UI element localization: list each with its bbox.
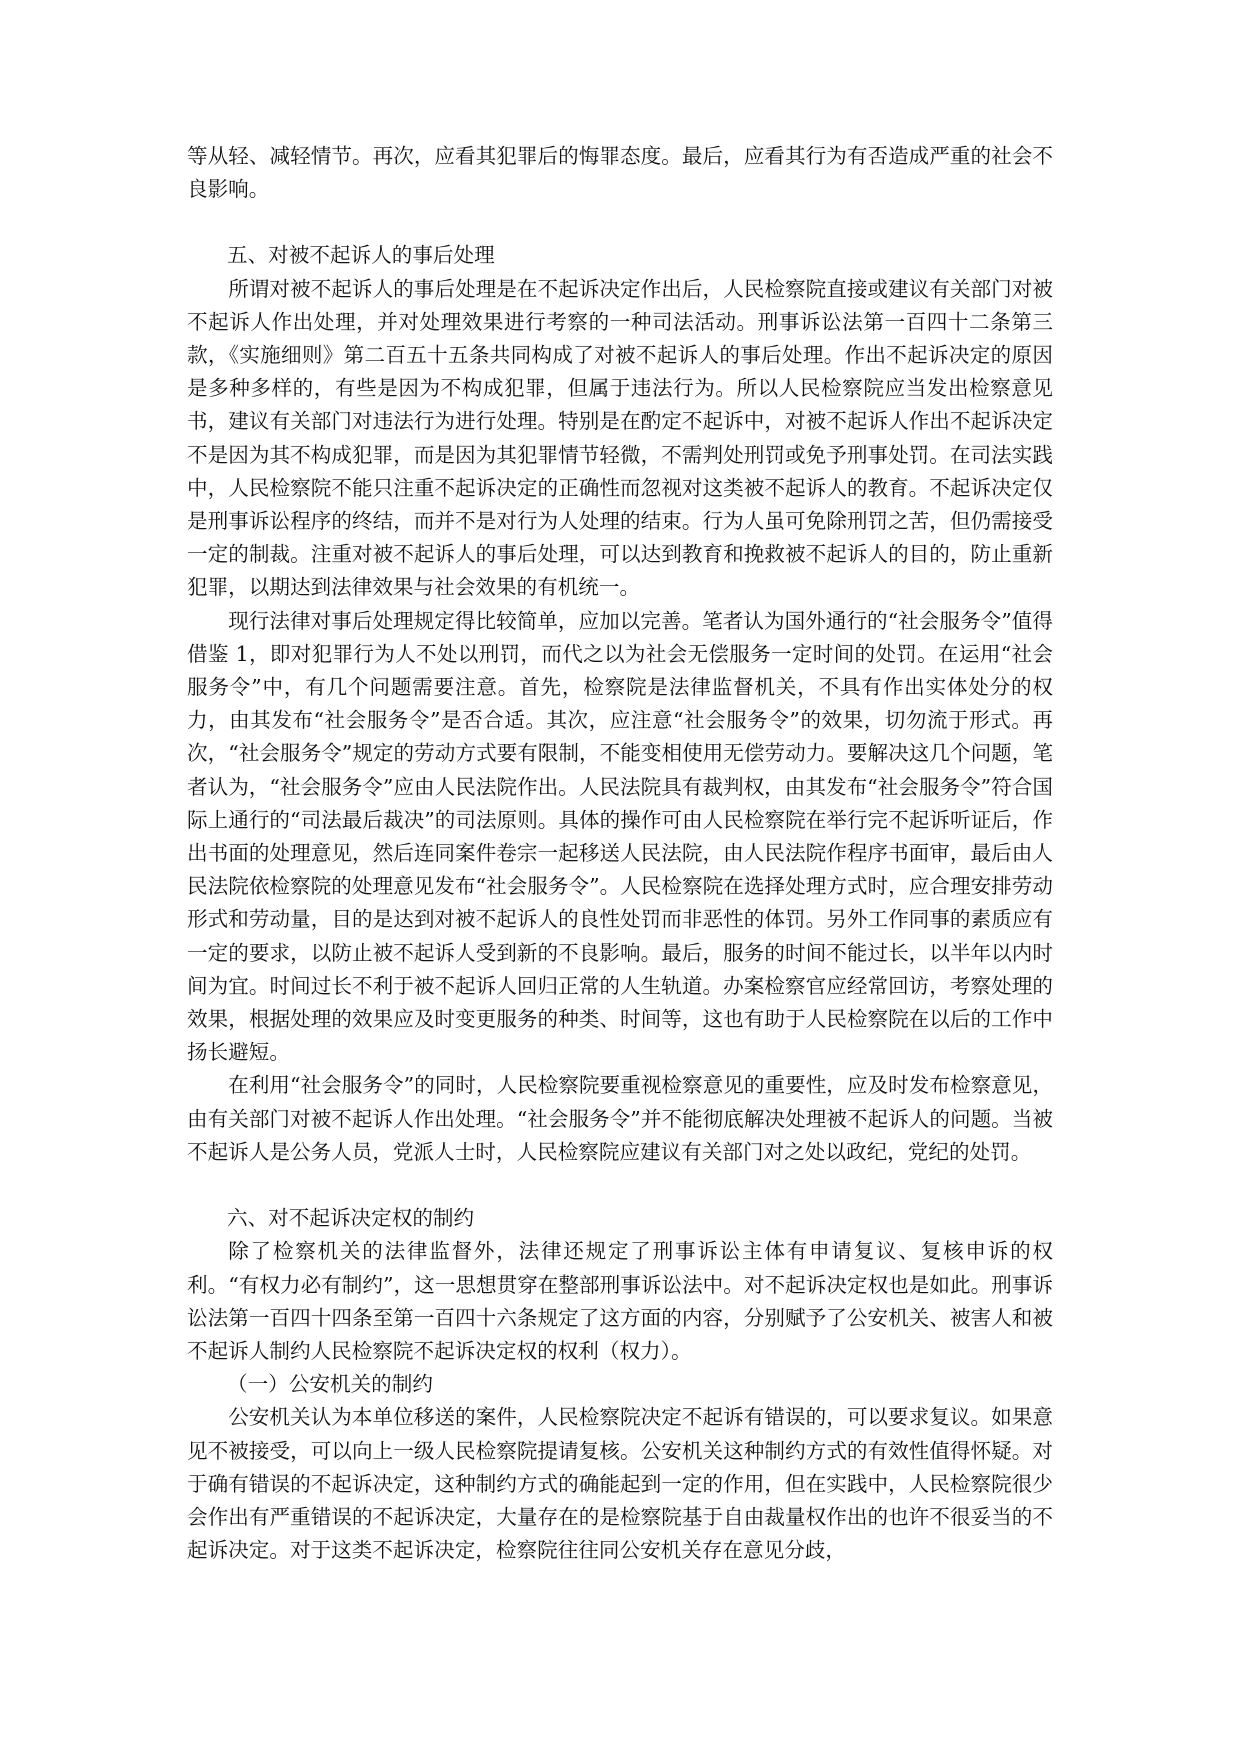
section5-paragraph-2: 现行法律对事后处理规定得比较简单，应加以完善。笔者认为国外通行的“社会服务令”值得借鉴 1，即对犯罪行为人不处以刑罚，而代之以为社会无偿服务一定时间的处罚。在运用“社会服务令”中，有几个问题需要注意。首先，检察院是法律监督机关，不具有作出实体处分的权力，由其发布“社会服务令”是否合适。其次，应注意“社会服务令”的效果，切勿流于形式。再次，“社会服务令”规定的劳动方式要有限制，不能变相使用无偿劳动力。要解决这几个问题，笔者认为，“社会服务令”应由人民法院作出。人民法院具有裁判权，由其发布“社会服务令”符合国际上通行的“司法最后裁决”的司法原则。具体的操作可由人民检察院在举行完不起诉听证后，作出书面的处理意见，然后连同案件卷宗一起移送人民法院，由人民法院作程序书面审，最后由人民法院依检察院的处理意见发布“社会服务令”。人民检察院在选择处理方式时，应合理安排劳动形式和劳动量，目的是达到对被不起诉人的良性处罚而非恶性的体罚。另外工作同事的素质应有一定的要求，以防止被不起诉人受到新的不良影响。最后，服务的时间不能过长，以半年以内时间为宜。时间过长不利于被不起诉人回归正常的人生轨道。办案检察官应经常回访，考察处理的效果，根据处理的效果应及时变更服务的种类、时间等，这也有助于人民检察院在以后的工作中扬长避短。 — [187, 608, 1053, 1065]
subsection-heading-1: （一）公安机关的制约 — [227, 1372, 433, 1397]
section5-paragraph-1: 所谓对被不起诉人的事后处理是在不起诉决定作出后，人民检察院直接或建议有关部门对被不起诉人作出处理，并对处理效果进行考察的一种司法活动。刑事诉讼法第一百四十二条第三款，《实施细则》第二百五十五条共同构成了对被不起诉人的事后处理。作出不起诉决定的原因是多种多样的，有些是因为不构成犯罪，但属于违法行为。所以人民检察院应当发出检察意见书，建议有关部门对违法行为进行处理。特别是在酌定不起诉中，对被不起诉人作出不起诉决定不是因为其不构成犯罪，而是因为其犯罪情节轻微，不需判处刑罚或免予刑事处罚。在司法实践中，人民检察院不能只注重不起诉决定的正确性而忽视对这类被不起诉人的教育。不起诉决定仅是刑事诉讼程序的终结，而并不是对行为人处理的结束。行为人虽可免除刑罚之苦，但仍需接受一定的制裁。注重对被不起诉人的事后处理，可以达到教育和挽救被不起诉人的目的，防止重新犯罪，以期达到法律效果与社会效果的有机统一。 — [187, 276, 1053, 600]
section-heading-5: 五、对被不起诉人的事后处理 — [227, 243, 495, 268]
document-page — [187, 140, 1053, 1567]
section5-paragraph-3: 在利用“社会服务令”的同时，人民检察院要重视检察意见的重要性，应及时发布检察意见，由有关部门对被不起诉人作出处理。“社会服务令”并不能彻底解决处理被不起诉人的问题。当被不起诉人是公务人员，党派人士时，人民检察院应建议有关部门对之处以政纪，党纪的处罚。 — [187, 1073, 1053, 1164]
section-heading-6: 六、对不起诉决定权的制约 — [227, 1206, 475, 1231]
section6-paragraph-1: 除了检察机关的法律监督外，法律还规定了刑事诉讼主体有申请复议、复核申诉的权利。“有权力必有制约”，这一思想贯穿在整部刑事诉讼法中。对不起诉决定权也是如此。刑事诉讼法第一百四十四条至第一百四十六条规定了这方面的内容，分别赋予了公安机关、被害人和被不起诉人制约人民检察院不起诉决定权的权利（权力）。 — [187, 1239, 1053, 1363]
continuation-paragraph: 等从轻、减轻情节。再次，应看其犯罪后的悔罪态度。最后，应看其行为有否造成严重的社会不良影响。 — [187, 144, 1053, 202]
subsection1-paragraph-1: 公安机关认为本单位移送的案件，人民检察院决定不起诉有错误的，可以要求复议。如果意见不被接受，可以向上一级人民检察院提请复核。公安机关这种制约方式的有效性值得怀疑。对于确有错误的不起诉决定，这种制约方式的确能起到一定的作用，但在实践中，人民检察院很少会作出有严重错误的不起诉决定，大量存在的是检察院基于自由裁量权作出的也许不很妥当的不起诉决定。对于这类不起诉决定，检察院往往同公安机关存在意见分歧， — [187, 1405, 1053, 1563]
